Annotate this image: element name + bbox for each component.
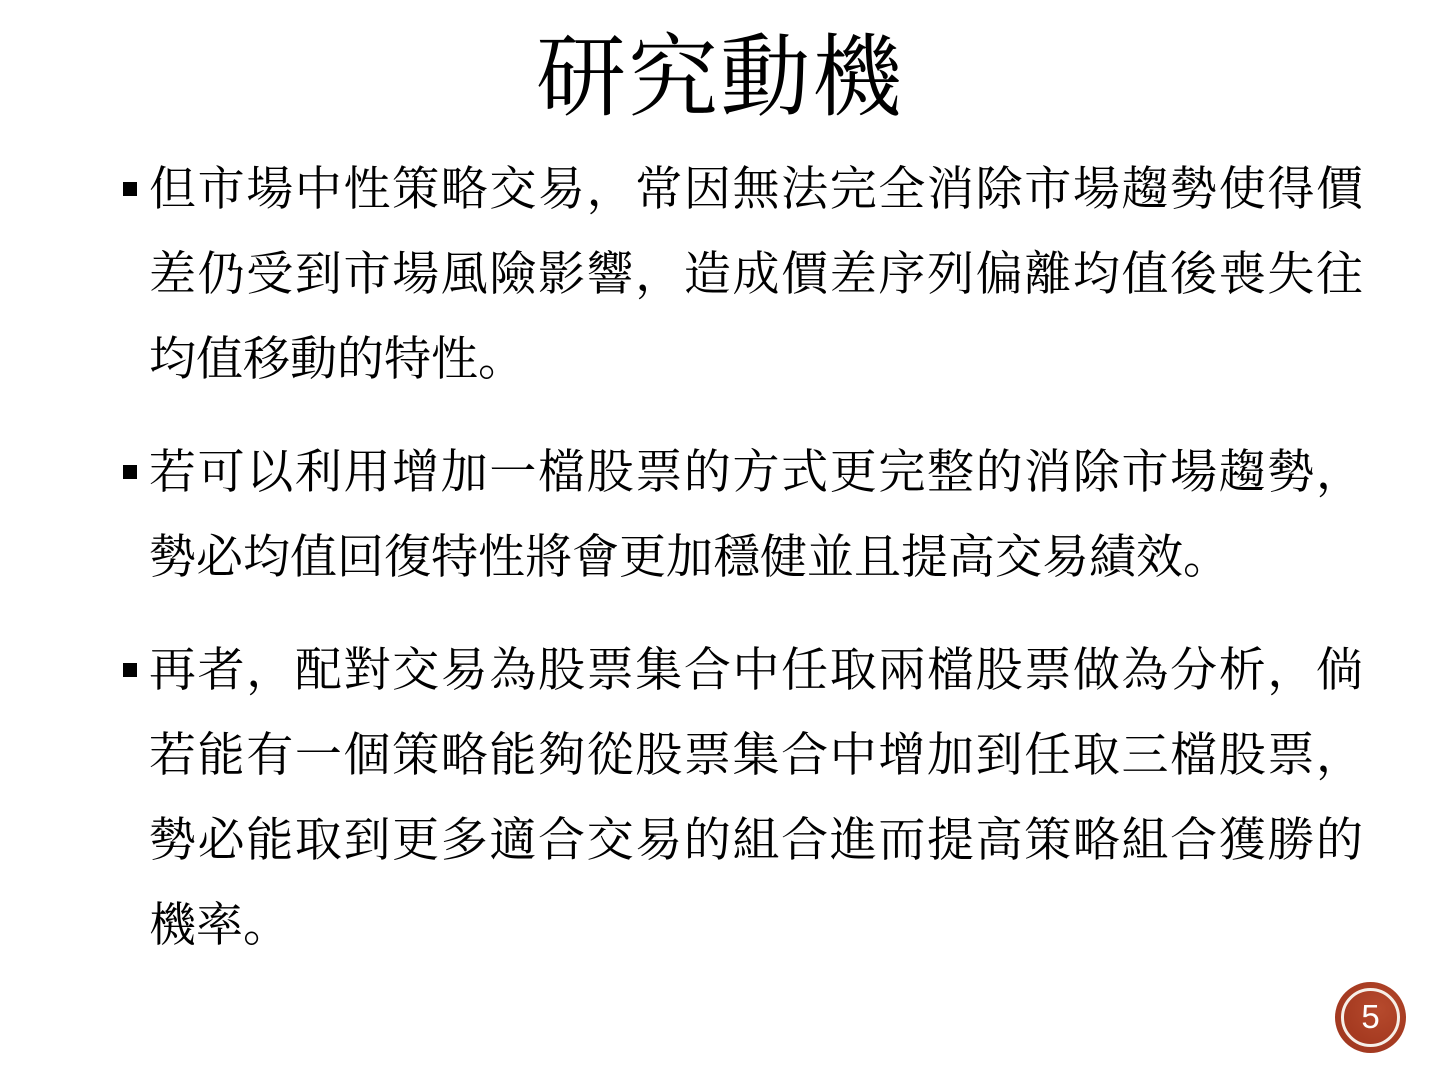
bullet-square-icon	[123, 465, 137, 479]
bullet-item-2	[123, 429, 1363, 599]
bullet-text-1: 但市場中性策略交易，常因無法完全消除市場趨勢使得價差仍受到市場風險影響，造成價差序列偏離均值後喪失往均值移動的特性。	[149, 162, 1363, 385]
page-number: 5	[1361, 997, 1380, 1035]
bullet-item-3	[123, 627, 1363, 967]
page-number-badge	[1335, 982, 1406, 1053]
bullet-text-2: 若可以利用增加一檔股票的方式更完整的消除市場趨勢，勢必均值回復特性將會更加穩健並且提高交易績效。	[149, 445, 1363, 583]
slide-title: 研究動機	[536, 28, 904, 128]
slide-body	[123, 146, 1363, 995]
bullet-square-icon	[123, 182, 137, 196]
bullet-text-3: 再者，配對交易為股票集合中任取兩檔股票做為分析，倘若能有一個策略能夠從股票集合中增加到任取三檔股票，勢必能取到更多適合交易的組合進而提高策略組合獲勝的機率。	[149, 643, 1363, 951]
bullet-square-icon	[123, 663, 137, 677]
bullet-item-1	[123, 146, 1363, 401]
